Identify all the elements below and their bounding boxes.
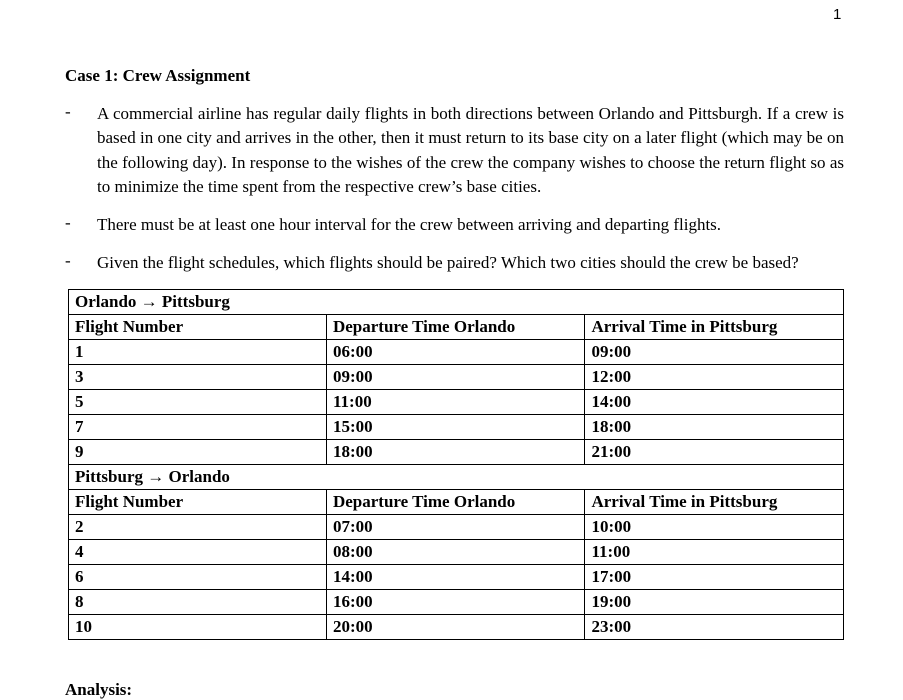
table-row xyxy=(69,515,844,540)
arrival-time-cell: 11:00 xyxy=(585,540,844,565)
route-row xyxy=(69,465,844,490)
table-row xyxy=(69,565,844,590)
column-header: Flight Number xyxy=(69,490,327,515)
route-row xyxy=(69,290,844,315)
flight-number-cell: 7 xyxy=(69,415,327,440)
bullet-marker: - xyxy=(65,213,71,232)
table-row xyxy=(69,615,844,640)
table-row xyxy=(69,415,844,440)
bullet-text: There must be at least one hour interval for the crew between arriving and departing flights. xyxy=(97,215,722,234)
bullet-text: Given the flight schedules, which flights should be paired? Which two cities should the crew be based? xyxy=(97,253,799,272)
column-header: Flight Number xyxy=(69,315,327,340)
table-row xyxy=(69,540,844,565)
page-number: 1 xyxy=(833,6,842,23)
arrival-time-cell: 21:00 xyxy=(585,440,844,465)
arrival-time-cell: 19:00 xyxy=(585,590,844,615)
bullet-marker: - xyxy=(65,102,71,121)
flight-number-cell: 2 xyxy=(69,515,327,540)
table-row xyxy=(69,440,844,465)
flight-number-cell: 1 xyxy=(69,340,327,365)
analysis-heading: Analysis: xyxy=(65,680,133,699)
table-row xyxy=(69,390,844,415)
flight-schedule-table xyxy=(68,289,844,640)
departure-time-cell: 18:00 xyxy=(326,440,585,465)
table-row xyxy=(69,340,844,365)
arrival-time-cell: 09:00 xyxy=(585,340,844,365)
table-row xyxy=(69,365,844,390)
arrival-time-cell: 18:00 xyxy=(585,415,844,440)
flight-number-cell: 4 xyxy=(69,540,327,565)
departure-time-cell: 15:00 xyxy=(326,415,585,440)
arrival-time-cell: 10:00 xyxy=(585,515,844,540)
departure-time-cell: 08:00 xyxy=(326,540,585,565)
arrival-time-cell: 17:00 xyxy=(585,565,844,590)
column-header: Arrival Time in Pittsburg xyxy=(585,315,844,340)
flight-number-cell: 8 xyxy=(69,590,327,615)
departure-time-cell: 09:00 xyxy=(326,365,585,390)
flight-number-cell: 10 xyxy=(69,615,327,640)
departure-time-cell: 20:00 xyxy=(326,615,585,640)
departure-time-cell: 07:00 xyxy=(326,515,585,540)
table-header-row xyxy=(69,315,844,340)
bullet-text: A commercial airline has regular daily flights in both directions between Orlando and Pittsburgh. If a crew is based in one city and arrives in the other, then it must return to its base city on a later flight (which may be on the following day). In response to the wishes of the crew the company wishes to choose the return flight so as to minimize the time spent from the respective crew’s base cities. xyxy=(97,104,844,196)
column-header: Arrival Time in Pittsburg xyxy=(585,490,844,515)
arrival-time-cell: 14:00 xyxy=(585,390,844,415)
column-header: Departure Time Orlando xyxy=(326,315,585,340)
flight-number-cell: 6 xyxy=(69,565,327,590)
route-label: Pittsburg → Orlando xyxy=(69,465,844,490)
departure-time-cell: 16:00 xyxy=(326,590,585,615)
route-label: Orlando → Pittsburg xyxy=(69,290,844,315)
table-row xyxy=(69,590,844,615)
flight-number-cell: 5 xyxy=(69,390,327,415)
table-header-row xyxy=(69,490,844,515)
case-title: Case 1: Crew Assignment xyxy=(65,66,251,85)
departure-time-cell: 14:00 xyxy=(326,565,585,590)
arrival-time-cell: 23:00 xyxy=(585,615,844,640)
column-header: Departure Time Orlando xyxy=(326,490,585,515)
departure-time-cell: 11:00 xyxy=(326,390,585,415)
flight-number-cell: 9 xyxy=(69,440,327,465)
departure-time-cell: 06:00 xyxy=(326,340,585,365)
arrival-time-cell: 12:00 xyxy=(585,365,844,390)
flight-number-cell: 3 xyxy=(69,365,327,390)
bullet-marker: - xyxy=(65,251,71,270)
